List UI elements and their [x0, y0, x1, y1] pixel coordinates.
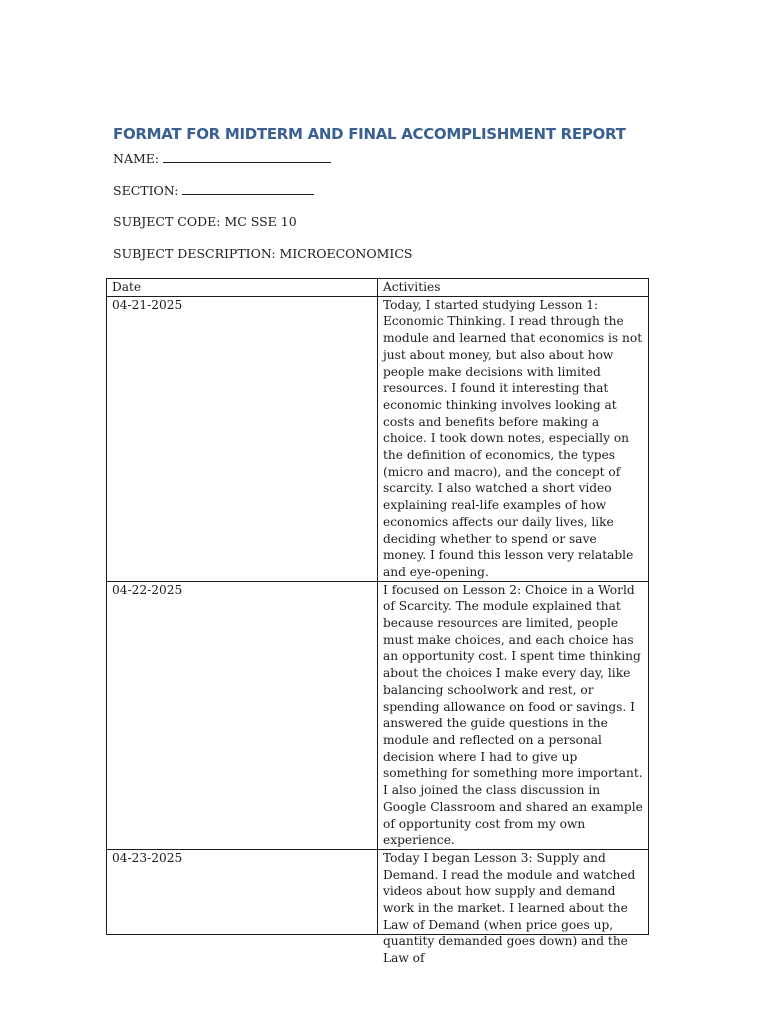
table-row [107, 581, 649, 849]
section-field [113, 182, 314, 199]
name-field [113, 150, 331, 167]
date-cell: 04-22-2025 [107, 581, 378, 849]
table-row [107, 849, 649, 934]
date-cell: 04-21-2025 [107, 296, 378, 581]
activity-cell: Today, I started studying Lesson 1: Economic Thinking. I read through the module and learned that economics is not just about money, but also about how people make decisions with limited resources. I found it interesting that economic thinking involves looking at costs and benefits before making a choice. I took down notes, especially on the definition of economics, the types (micro and macro), and the concept of scarcity. I also watched a short video explaining real-life examples of how economics affects our daily lives, like deciding whether to spend or save money. I found this lesson very relatable and eye-opening. [378, 296, 649, 581]
subject-code: SUBJECT CODE: MC SSE 10 [113, 214, 297, 229]
accomplishment-table [106, 278, 649, 966]
table-row [107, 296, 649, 581]
date-cell-text: 04-23-2025 [112, 850, 183, 865]
section-blank-line [182, 182, 314, 195]
report-title: FORMAT FOR MIDTERM AND FINAL ACCOMPLISHMENT REPORT [113, 125, 626, 143]
activity-cell [378, 849, 649, 966]
activity-cell-text: Today I began Lesson 3: Supply and Demand. I read the module and watched videos about how supply and demand work in the market. I learned about the Law of Demand (when price goes up, quantity demanded goes down) and the Law of [383, 850, 636, 966]
section-label: SECTION: [113, 183, 179, 198]
date-column-header: Date [107, 279, 378, 297]
activity-cell: I focused on Lesson 2: Choice in a World of Scarcity. The module explained that because resources are limited, people must make choices, and each choice has an opportunity cost. I spent time thinking about the choices I make every day, like balancing schoolwork and rest, or spending allowance on food or savings. I answered the guide questions in the module and reflected on a personal decision where I had to give up something for something more important. I also joined the class discussion in Google Classroom and shared an example of opportunity cost from my own experience. [378, 581, 649, 849]
table-header-row [107, 279, 649, 297]
date-cell [107, 849, 378, 934]
subject-description: SUBJECT DESCRIPTION: MICROECONOMICS [113, 246, 413, 261]
name-blank-line [163, 150, 331, 163]
name-label: NAME: [113, 151, 160, 166]
activities-column-header: Activities [378, 279, 649, 297]
